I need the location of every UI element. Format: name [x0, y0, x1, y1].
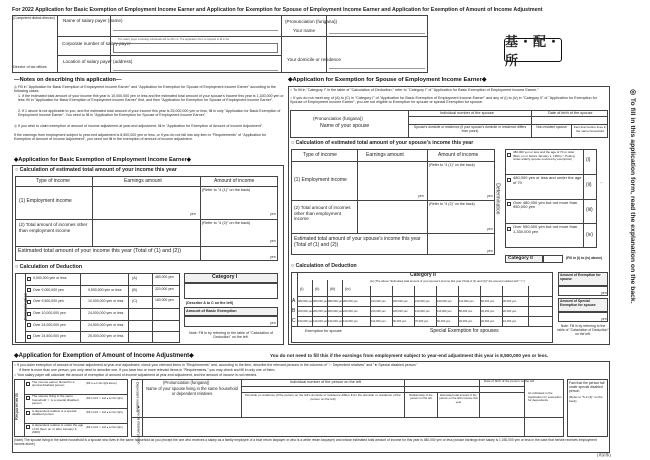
deduction-cell: 110,000 yen [371, 320, 386, 323]
domicile-label: Your domicile or residence [287, 57, 341, 62]
deduction-cell: 380,000 yen [313, 300, 328, 303]
spouse-col-type: Type of income [303, 152, 337, 158]
spouse-domicile-label: Spouse's domicile or residence (if your spouse's domicile or residence differs from yours) [413, 125, 527, 133]
basic-exemption-title: ◆Application for Basic Exemption of Employment Income Earner◆ [14, 157, 192, 163]
adjustment-notice: You do not need to fill this if the earnings from employment subject to year-end adjustment this year is 8,500,000 yen or less. [270, 353, 549, 358]
notes-item: 2. If 1 above is not applicable to you, and the estimated total amount of your income this year is 25,000,000 yen or less, fill in only "Application for Basic Exemption of Employment Income Earner". You need to fill in "Application for Exemption for Spouse of Employment Income Earner". [18, 109, 281, 118]
spouse-total-label: Estimated total amount of your spouse's income this year (Total of (1) and (2)) [294, 236, 421, 248]
payer-name-field[interactable] [113, 30, 278, 31]
yen-unit: yen [418, 194, 424, 198]
yen-unit: yen [190, 212, 196, 216]
requirements-label: Requirements [14, 392, 20, 421]
deduction-cell: 260,000 yen [328, 310, 343, 313]
determination-limit: 9,500,000 yen or less [88, 287, 122, 292]
determination-letter: (C) [132, 299, 138, 304]
payer-location-field[interactable] [113, 70, 278, 71]
adjustment-title: ◆Application for Exemption of Amount of Income Adjustment◆ [14, 353, 194, 359]
spouse-option-number: (i) [586, 157, 591, 164]
deduction-cell: 320,000 yen [298, 310, 313, 313]
spouse-dob-label: Date of birth of the spouse [548, 111, 593, 115]
fact-label: Fact that the person fall under special disabled person [569, 381, 605, 394]
notes-item: ◎ Fill in "Application for Basic Exemption of Employment Income Earner" and "Application for Exemption for Spouse of Employment Income Earner" according to the following cases. [14, 85, 276, 94]
adjust-domicile-label: Domicile or residence (if the person on the left's domicile or residence differs from the domicile or residence of the person on the left) [245, 393, 401, 401]
deduction-cell: 160,000 yen [298, 320, 313, 323]
read-back-notice: ◎ To fill in this application form, read the explanation on the back. [628, 88, 636, 304]
deduction-cell: 20,000 yen [481, 320, 495, 323]
deduction-cell: 130,000 yen [328, 320, 343, 323]
spouse-amount-label: Amount of Exemption for spouse [560, 273, 601, 282]
category1-ref: (Describe A to C on the left) [186, 301, 234, 305]
deduction-cell: 210,000 yen [371, 310, 386, 313]
deduction-cell: 90,000 yen [393, 320, 407, 323]
yen-unit: yen [601, 291, 607, 295]
spouse-name-label: Name of your spouse [320, 123, 370, 129]
corporate-number-note: The salary payer excluding individuals will not fill in it. The application form is required to fill in the [118, 38, 230, 41]
deduction-cell: 70,000 yen [415, 320, 429, 323]
special-amount-label: Amount of Special Exemption for spouse [560, 299, 596, 308]
basic-exemption-value: 320,000 yen [155, 286, 174, 291]
deduction-cell: 260,000 yen [313, 310, 328, 313]
basic-row-other: (2) Total amount of incomes other than employment income [19, 222, 88, 233]
spouse-deduction-title: ○ Calculation of Deduction [291, 263, 357, 269]
basic-row1-ref: (Refer to "4 (1)" on the back) [202, 188, 251, 192]
form-type-stamp: 基・配・所 [505, 34, 562, 68]
basic-deduction-title: ○ Calculation of Deduction [15, 264, 83, 270]
spouse-indiv-label: Individual number of the spouse [440, 111, 494, 115]
deduction-cell: 130,000 yen [313, 320, 328, 323]
payer-name-label: Name of salary payer (name) [63, 18, 123, 23]
basic-exemption-value: 160,000 yen [155, 298, 174, 303]
special-disabled-label: ★ Special disabled person [136, 405, 141, 445]
category2-input[interactable] [543, 255, 563, 263]
category2-label: Category II [508, 256, 533, 261]
deduction-cell: 240,000 yen [343, 310, 358, 313]
requirement-text: A dependent relative is under the age of 23 (born on or after January 2, 2000) [32, 423, 84, 435]
corporate-number-field[interactable] [113, 43, 278, 53]
deduction-cell: 10,000 yen [503, 320, 517, 323]
notes-item: ◎ If you wish to claim exemption of amount of income adjustment at year-end adjustment, fill in "Application for Exemption of Amount of Income Adjustment". [14, 124, 264, 128]
category2-column-header: (iii) [330, 286, 336, 291]
spouse-instruction: ○ If you do not meet any of (A) to (C) in "Category I" of "Application for Basic Exemption of Employment Income Earner" and any of (i) to (iv) in "Category II" of "Application for Exemption for Spouse of Employment Income Earner", you are not eligible to Exemption for spouse or special Exemption for spouse. [290, 96, 597, 105]
spouse-note: Note: Fill in by referring to the table of "Calculation of Deduction" on the left. [557, 324, 609, 337]
requirement-ref: (Fill in both ☆ and ● on the right.) [86, 425, 123, 429]
category1-row-letter: B [292, 308, 296, 314]
spouse-option-text: 480,000 yen or less and the age of 70 or older (Born on or before January 1, 1953) (○ Putting under elderly spouse covered by exemption) [513, 150, 575, 162]
adjust-indiv-label: Individual number of the person on the left [290, 380, 361, 384]
spouse-col-amount: Amount of income [438, 152, 479, 158]
adjustment-instruction: ○ If you claim exemption of amount of income adjustment at year-end adjustment, check your relevant items in "Requirements" and, according to the item, describe the relevant persons in the columns of "☆ Dependent relatives" and "★ Special disabled person." [14, 363, 418, 367]
determination-range: Over 24,000,000 yen [33, 322, 66, 327]
adjustment-instruction: If there is more than one person, you only need to describe one. If you have two or more relevant items in "Requirements," you may check and fill in only one of them. [19, 368, 276, 372]
determination-range: Over 9,500,000 yen [33, 299, 64, 304]
determination-limit: 24,500,000 yen or less [88, 322, 124, 327]
basic-row-employment: (1) Employment income [19, 198, 72, 204]
yen-unit: yen [270, 239, 276, 243]
category1-input[interactable] [184, 283, 278, 299]
requirement-text: The income earner himself is a special disabled person [32, 379, 75, 388]
requirement-ref: (Fill in both ☆ and ● on the right.) [86, 411, 123, 414]
deduction-cell: 60,000 yen [481, 300, 495, 303]
spouse-row-employment: (1) Employment income [294, 177, 347, 183]
basic-amount-label: Amount of Basic Exemption [186, 309, 237, 313]
pronunciation-label: (Pronunciation (furigana)) [285, 19, 338, 24]
deduction-cell: 380,000 yen [328, 300, 343, 303]
spouse-option-number: (iv) [586, 231, 593, 238]
spouse-option-number: (iii) [586, 206, 593, 213]
payer-location-label: Location of salary payer (address) [63, 59, 133, 64]
special-exemption-label: Special Exemption for spouses [430, 328, 499, 334]
adjustment-instruction: ○ Your salary payer will calculate the amount of exemption of amount of income adjustment at year-end adjustment, and the amount of income is not needed. [14, 373, 258, 377]
basic-amount-input[interactable] [184, 316, 278, 327]
spouse-nonresident-label: Non-resident spouse [536, 125, 567, 129]
category2-column-header: (iv) [345, 286, 351, 291]
basic-note: Note: Fill in by referring to the table of "Calculation of Deduction" on the left. [189, 331, 273, 340]
adjust-pron-label: (Pronunciation (furigana)) [163, 380, 210, 385]
spouse-exemption-label: Exemption for spouse [305, 329, 342, 333]
notes-item: 1. If the estimated total amount of your income this year is 10,000,000 yen or less and the estimated total amount of your spouse's income this year is 1,330,000 yen or less: fill in "Application for Basic Exemption of Employment Income Earner" first, and then "Application for Exemption for Spouse of Employment Income Earner". [18, 94, 284, 103]
basic-determination-label: Determination [23, 292, 29, 321]
spouse-determination-label: Determination [494, 183, 501, 215]
fact-ref: (Refer to "5-2 (4)" on the back) [569, 395, 603, 403]
deduction-cell: 110,000 yen [437, 310, 452, 313]
deduction-cell: 310,000 yen [371, 300, 386, 303]
determination-range: Over 24,500,000 yen [33, 334, 66, 339]
deduction-cell: 120,000 yen [343, 320, 358, 323]
page-number: (英語版) [597, 453, 611, 457]
spouse-range-note: (iv) (The above "Estimated total amount of your spouse's income this year (Total of (1) and (2))" the amount marked with "☆") [370, 279, 525, 283]
adjust-dob-label: Date of birth of the person on the left [484, 379, 535, 383]
spouse-col-earnings: Earnings amount [366, 152, 404, 158]
yen-unit: yen [270, 321, 276, 325]
notes-title: ―Notes on describing this application― [14, 77, 122, 83]
determination-limit: 25,000,000 yen or less [88, 334, 124, 339]
dependent-note: As indicated in the Application for exemption for dependents [528, 391, 562, 403]
spouse-row1-ref: (Refer to "4 (1)" on the back) [429, 163, 475, 167]
yen-unit: yen [270, 212, 276, 216]
yen-unit: yen [487, 227, 493, 231]
determination-letter: (A) [132, 276, 138, 280]
spouse-row2-ref: (Refer to "4 (2)" on the back) [429, 202, 475, 206]
deduction-cell: 360,000 yen [343, 300, 358, 303]
category2-table-title: Category II [410, 272, 436, 278]
deduction-cell: 30,000 yen [503, 300, 517, 303]
deduction-cell: 110,000 yen [459, 300, 474, 303]
deduction-cell: 260,000 yen [393, 300, 408, 303]
basic-calc-title: ○ Calculation of estimated total amount of your income this year [15, 167, 177, 173]
basic-col-amount: Amount of income [214, 178, 255, 184]
requirement-text: A dependent relative is a special disabled person [32, 408, 77, 417]
requirement-ref: (Fill in both ☆ and ● on the right.) [86, 396, 123, 400]
yen-unit: yen [270, 255, 276, 259]
deduction-cell: 40,000 yen [459, 320, 473, 323]
basic-row2-ref: (Refer to "4 (2)" on the back) [202, 221, 251, 225]
spouse-calc-title: ○ Calculation of estimated total amount of your spouse's income this year [291, 140, 474, 146]
determination-limit: 24,000,000 yen or less [88, 311, 124, 315]
spouse-option-text: Over 950,000 yen but not more than 1,330,000 yen [513, 224, 578, 235]
spouse-option-text: Over 480,000 yen but not more than 950,000 yen [513, 199, 578, 210]
requirement-ref: (Fill in ● on the right above.) [86, 382, 118, 385]
determination-range: Over 10,000,000 yen [33, 311, 66, 315]
deduction-cell: 180,000 yen [393, 310, 408, 313]
deduction-cell: 40,000 yen [481, 310, 495, 313]
your-name-field[interactable] [329, 33, 425, 34]
category1-row-letter: A [292, 298, 296, 304]
deduction-cell: 480,000 yen [298, 300, 313, 303]
category2-ref: (Fill in (i) to (iv) above) [566, 256, 603, 260]
director-label: Director of tax offices [13, 65, 47, 69]
determination-range: Over 9,000,000 yen [33, 287, 64, 292]
deduction-cell: 140,000 yen [415, 310, 430, 313]
determination-letter: (B) [132, 287, 138, 292]
spouse-instruction: ○ To fill in "Category I" in the table of "Calculation of Deduction," refer to "Category I" of "Application for Basic Exemption of Employment Income Earner." [290, 88, 539, 92]
spouse-pron-label: (Pronunciation (furigana)) [313, 116, 363, 121]
spouse-limit-label: 〔 [599, 180, 604, 184]
adjustment-footer-note: (Note) The spouse living in the same household is a spouse who lives in the same household as you (except the one who receives a salary as a family employee of a blue return taxpayer or who is a white return taxpayer) and whose estimated total amount of income for this year is 480,000 yen or less (whose earnings from salary is 1,030,000 yen or less in the case that he/she receives employment income alone). [14, 438, 597, 446]
category1-label: Category I [212, 274, 238, 280]
spouse-remit-label: Fact that he/she lives in the same household [573, 125, 607, 133]
deduction-cell: 160,000 yen [437, 300, 452, 303]
basic-total-label: Estimated total amount of your income this year (Total of (1) and (2)) [18, 248, 181, 254]
yen-unit: yen [601, 317, 607, 321]
adjust-relationship-label: Relationship of the person on the left [409, 393, 433, 401]
basic-exemption-value: 480,000 yen [155, 275, 174, 279]
requirement-text: The spouse living in the same household ☆ is a special disabled person [32, 394, 79, 406]
adjust-name-label: Name of your spouse living in the same household or dependent relatives [146, 386, 238, 396]
deduction-cell: 20,000 yen [503, 310, 517, 313]
deduction-cell: 80,000 yen [459, 310, 473, 313]
category2-column-header: (ii) [315, 286, 320, 291]
spouse-exemption-title: ◆Application for Exemption for Spouse of Employment Income Earner◆ [288, 77, 487, 83]
tax-office-label: (Competent district director) [13, 16, 55, 20]
corporate-number-label: Corporate number of salary payer [62, 41, 131, 46]
basic-col-type: Type of income [36, 178, 70, 184]
category2-column-header: (i) [300, 286, 304, 291]
determination-range: 9,000,000 yen or less [33, 276, 67, 280]
page-title: For 2022 Application for Basic Exemption of Employment Income Earner and Application for Exemption for Spouse of Employment Income Earner and Application for Exemption of Amount of Income Adjustment [12, 7, 543, 13]
basic-col-earnings: Earnings amount [124, 178, 162, 184]
yen-unit: yen [487, 194, 493, 198]
notes-item: If the earnings from employment subject to year-end adjustment is 8,500,000 yen or less, or if you do not fall into any item in "Requirements" of "Application for Exemption of Amount of Income Adjustment", you need not fill in the exemption of amount of income adjustment. [14, 133, 267, 142]
spouse-option-text: 480,000 yen or less and under the age of 70 [513, 174, 582, 185]
your-name-label: Your name [293, 28, 316, 33]
spouse-row-other: (2) Total amount of incomes other than employment income [294, 205, 351, 221]
adjust-income-label: Estimated total amount of the person on the left's income this year [439, 393, 478, 404]
dependent-relatives-label: ☆ Dependent relatives [135, 378, 140, 412]
spouse-option-number: (ii) [586, 182, 592, 189]
category1-row-letter: C [292, 318, 296, 324]
yen-unit: yen [487, 249, 493, 253]
determination-limit: 10,000,000 yen or less [88, 299, 124, 304]
domicile-field[interactable] [329, 68, 425, 69]
deduction-cell: 60,000 yen [437, 320, 451, 323]
deduction-cell: 210,000 yen [415, 300, 430, 303]
